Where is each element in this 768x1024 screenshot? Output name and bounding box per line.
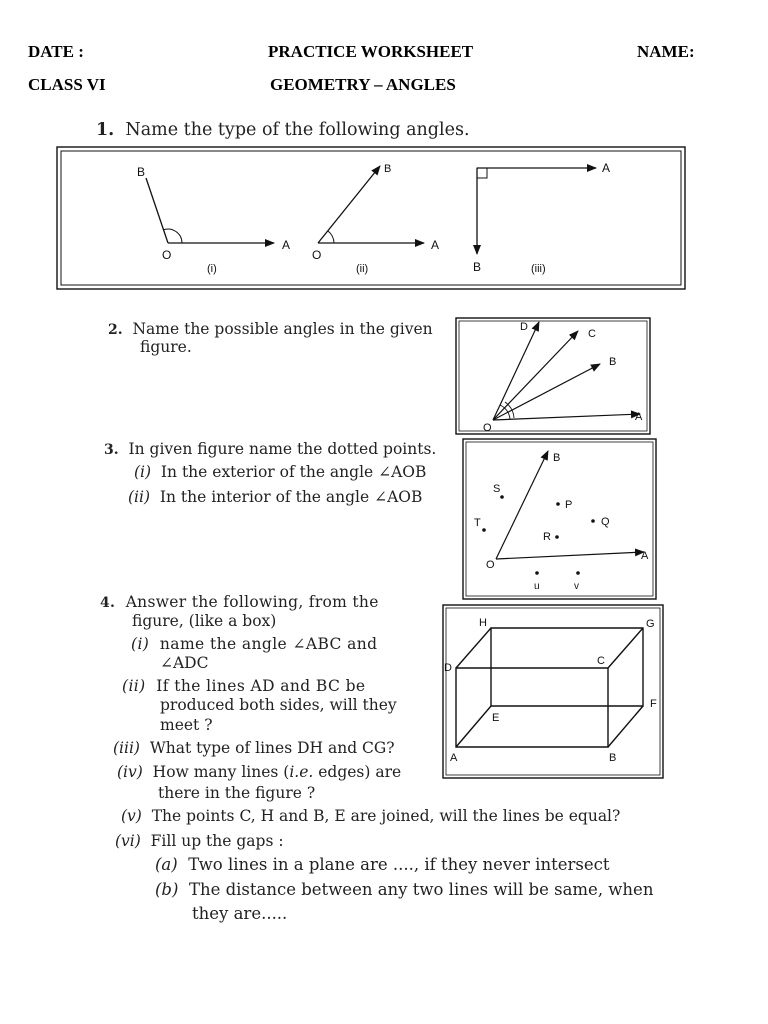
q2-line1: Name the possible angles in the given [132, 320, 433, 338]
q1-fig1-label-o: O [162, 248, 172, 262]
q3-dot-q [591, 519, 595, 523]
q1-fig3-label-a: A [602, 161, 611, 175]
q4-vi-number: (vi) [115, 832, 141, 850]
q3-dot-r [555, 535, 559, 539]
q4-label-b: B [609, 752, 617, 764]
q3-dot-t [482, 528, 486, 532]
q2-label-b: B [609, 356, 617, 368]
q1-fig2-label-a: A [431, 238, 440, 252]
q2-line2: figure. [140, 338, 192, 356]
q1-figure-acute [312, 163, 439, 275]
q1-fig1-caption: (i) [207, 263, 217, 275]
q2-figure [456, 318, 650, 434]
q4-ii-line1: If the lines AD and BC be [156, 677, 366, 695]
q4-line1: Answer the following, from the [125, 593, 379, 611]
q1-fig2-label-b: B [384, 163, 392, 175]
q3-dot-u [535, 571, 539, 575]
date-label: DATE : [28, 42, 84, 61]
q1-fig1-label-b: B [137, 165, 146, 179]
q4-box-figure [443, 605, 663, 778]
q3-label-u: u [534, 581, 540, 592]
q3-label-s: S [493, 483, 501, 495]
q3-label-o: O [486, 559, 495, 571]
q3-dot-v [576, 571, 580, 575]
q3-label-q: Q [601, 516, 610, 528]
class-label: CLASS VI [28, 75, 106, 94]
worksheet-title: PRACTICE WORKSHEET [268, 42, 474, 61]
q3-figure [463, 439, 656, 599]
q1-fig2-label-o: O [312, 248, 322, 262]
q1-number: 1. [96, 120, 115, 140]
q4-number: 4. [100, 595, 116, 611]
q3-sub-i-text: In the exterior of the angle ∠AOB [160, 463, 427, 481]
q3-label-a: A [641, 550, 649, 562]
q3-label-b: B [553, 452, 561, 464]
q4-label-f: F [650, 698, 657, 710]
q3-label-t: T [474, 517, 481, 529]
q4-i-number: (i) [131, 635, 150, 653]
q1-question: Name the type of the following angles. [125, 120, 470, 140]
q4-vi-text: Fill up the gaps : [150, 832, 284, 850]
q4-ii-line2: produced both sides, will they [160, 696, 397, 714]
q4-iv-ie: i.e. [289, 763, 314, 781]
q4-vi-b-line1: The distance between any two lines will be same, when [188, 880, 654, 899]
q4-vi-b-number: (b) [155, 880, 179, 899]
q4-iv-line1-a: How many lines ( [152, 763, 290, 781]
name-label: NAME: [637, 42, 695, 61]
q1-fig2-caption: (ii) [356, 263, 369, 275]
q4-iv-number: (iv) [117, 763, 143, 781]
q2-label-o: O [483, 422, 492, 434]
q3-question: In given figure name the dotted points. [128, 440, 437, 458]
q4-iv-line1-b: edges) are [313, 763, 402, 781]
q4-label-d: D [444, 662, 452, 674]
q1-figure-obtuse [137, 165, 290, 275]
q1-fig1-label-a: A [282, 238, 291, 252]
q1-fig3-caption: (iii) [531, 263, 546, 275]
q2-label-c: C [588, 328, 596, 340]
q3-dot-p [556, 502, 560, 506]
q4-v-number: (v) [121, 807, 142, 825]
q4-vi-b-line2: they are..... [192, 904, 288, 923]
q4-label-g: G [646, 618, 655, 630]
q4-i-line1: name the angle ∠ABC and [159, 635, 378, 653]
q3-sub-ii-number: (ii) [128, 488, 151, 506]
q1-fig3-label-b: B [473, 260, 482, 274]
q2-label-a: A [635, 411, 643, 423]
q3-label-p: P [565, 499, 573, 511]
q3-sub-i-number: (i) [134, 463, 152, 481]
q4-label-c: C [597, 655, 605, 667]
q3-sub-ii-text: In the interior of the angle ∠AOB [159, 488, 423, 506]
q3-dot-s [500, 495, 504, 499]
q4-label-h: H [479, 617, 487, 629]
q4-line2: figure, (like a box) [132, 612, 277, 630]
q4-vi-a-number: (a) [155, 855, 178, 874]
q4-ii-number: (ii) [122, 677, 146, 695]
q4-i-line2: ∠ADC [160, 654, 209, 672]
q4-ii-line3: meet ? [160, 716, 213, 734]
q4-iii-number: (iii) [113, 739, 140, 757]
worksheet-subtitle: GEOMETRY – ANGLES [270, 75, 456, 94]
q2-label-d: D [520, 321, 528, 333]
q4-label-e: E [492, 712, 500, 724]
q4-iii-text: What type of lines DH and CG? [149, 739, 395, 757]
q4-vi-a-text: Two lines in a plane are ...., if they never intersect [188, 855, 610, 874]
q3-number: 3. [104, 442, 119, 458]
q3-label-r: R [543, 531, 551, 543]
q4-iv-line2: there in the figure ? [158, 784, 316, 802]
q1-figure-right [473, 161, 610, 275]
q3-label-v: v [574, 581, 579, 592]
q4-v-text: The points C, H and B, E are joined, will the lines be equal? [151, 807, 621, 825]
q2-number: 2. [108, 322, 123, 338]
q4-label-a: A [450, 752, 458, 764]
